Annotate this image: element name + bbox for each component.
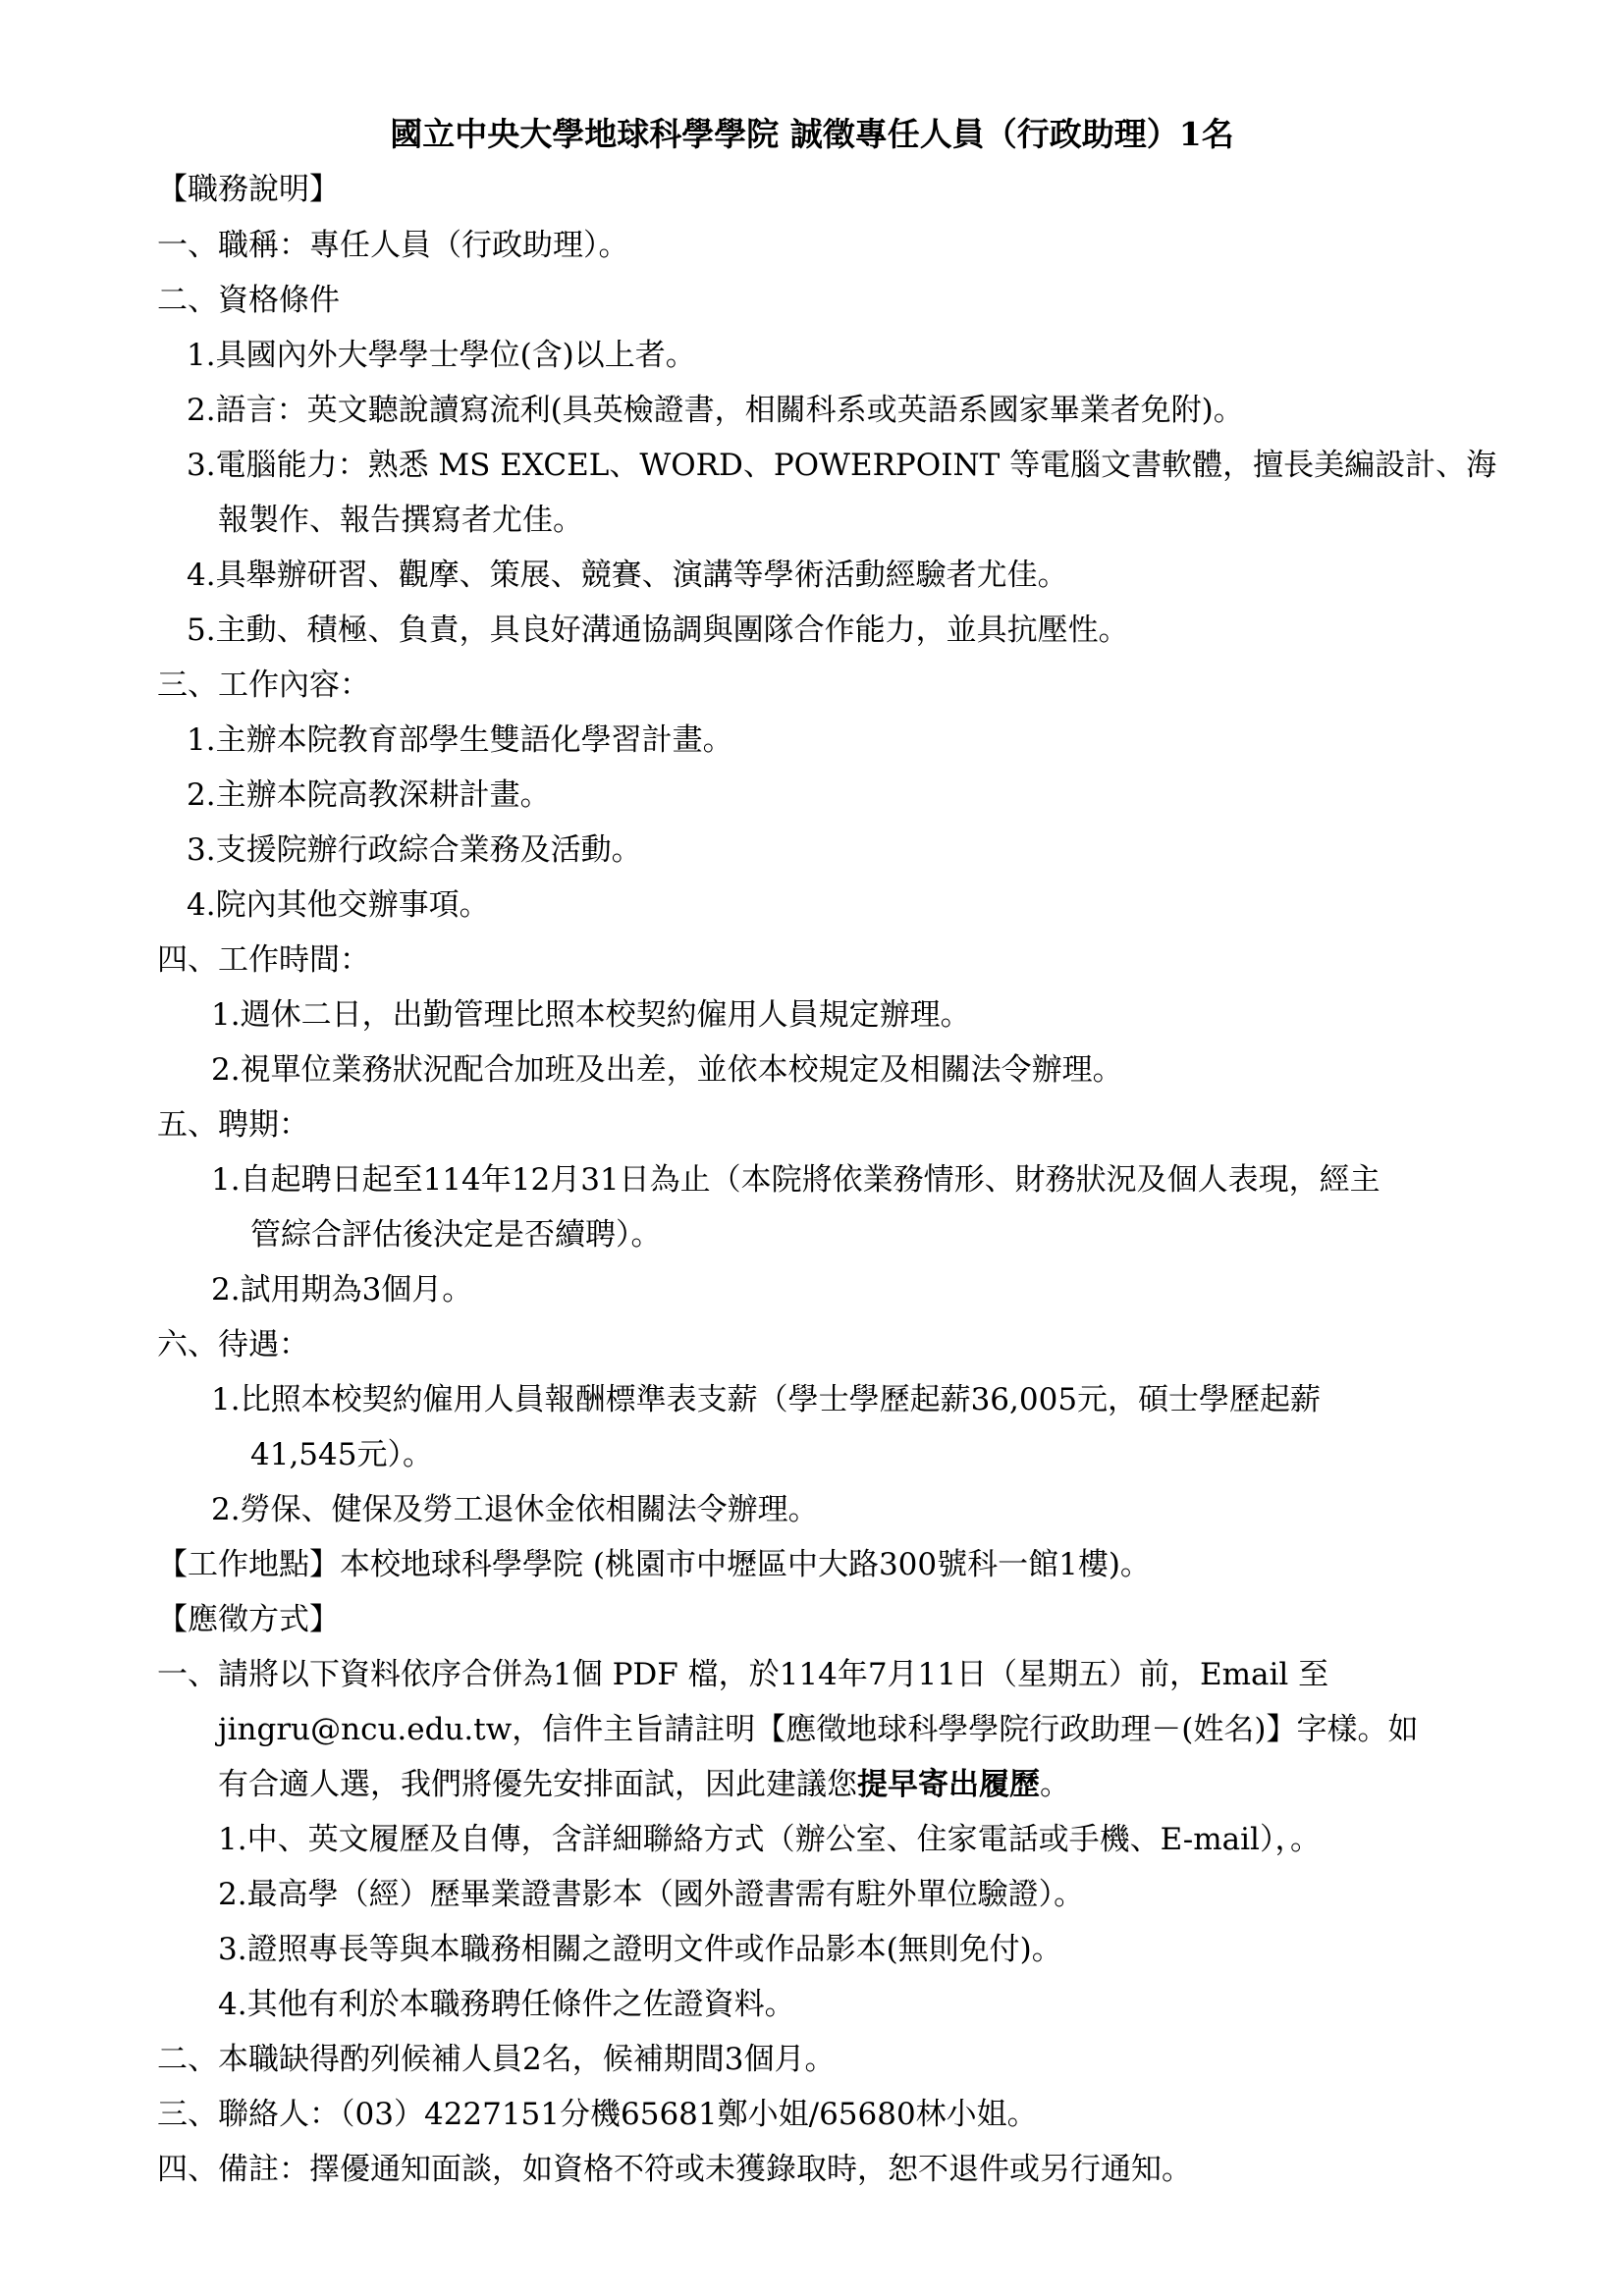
term-heading: 五、聘期： <box>157 1107 309 1143</box>
page-title: 國立中央大學地球科學學院 誠徵專任人員（行政助理）1名 <box>390 115 1234 153</box>
duty-item: 2.主辦本院高教深耕計畫。 <box>187 777 551 813</box>
salary-heading: 六、待遇： <box>157 1327 309 1362</box>
application-instruction-line <box>218 1760 1070 1809</box>
instruction-text: 。 <box>1040 1767 1070 1802</box>
qualification-item: 1.具國內外大學學士學位(含)以上者。 <box>187 338 696 373</box>
qualification-item: 5.主動、積極、負責，具良好溝通協調與團隊合作能力，並具抗壓性。 <box>187 613 1129 648</box>
term-item: 2.試用期為3個月。 <box>211 1272 473 1308</box>
job-description-header: 【職務說明】 <box>157 172 340 207</box>
waitlist-line: 二、本職缺得酌列候補人員2名，候補期間3個月。 <box>157 2042 836 2077</box>
duty-item: 3.支援院辦行政綜合業務及活動。 <box>187 832 642 868</box>
remarks-line: 四、備註：擇優通知面談，如資格不符或未獲錄取時，恕不退件或另行通知。 <box>157 2152 1192 2187</box>
application-document-item: 2.最高學（經）歷畢業證書影本（國外證書需有駐外單位驗證）。 <box>218 1877 1085 1912</box>
term-item: 1.自起聘日起至114年12月31日為止（本院將依業務情形、財務狀況及個人表現，經主 <box>211 1162 1380 1198</box>
duties-heading: 三、工作內容： <box>157 667 370 703</box>
application-instruction-line: 一、請將以下資料依序合併為1個 PDF 檔，於114年7月11日（星期五）前，Email 至 <box>157 1657 1329 1692</box>
application-document-item: 1.中、英文履歷及自傳，含詳細聯絡方式（辦公室、住家電話或手機、E-mail），。 <box>218 1822 1321 1857</box>
application-header: 【應徵方式】 <box>157 1602 340 1637</box>
contact-line: 三、聯絡人：（03）4227151分機65681鄭小姐/65680林小姐。 <box>157 2097 1038 2132</box>
term-item-continued: 管綜合評估後決定是否續聘）。 <box>250 1217 662 1253</box>
emphasis-text: 提早寄出履歷 <box>857 1767 1040 1802</box>
qualification-item-continued: 報製作、報告撰寫者尤佳。 <box>218 503 583 538</box>
instruction-text: 有合適人選，我們將優先安排面試，因此建議您 <box>218 1767 857 1802</box>
salary-item-continued: 41,545元）。 <box>250 1437 433 1472</box>
application-document-item: 3.證照專長等與本職務相關之證明文件或作品影本(無則免付)。 <box>218 1932 1062 1967</box>
work-location-line: 【工作地點】本校地球科學學院 (桃園市中壢區中大路300號科一館1樓)。 <box>157 1547 1151 1582</box>
qualification-item: 2.語言：英文聽說讀寫流利(具英檢證書，相關科系或英語系國家畢業者免附)。 <box>187 393 1244 428</box>
work-hours-item: 2.視單位業務狀況配合加班及出差，並依本校規定及相關法令辦理。 <box>211 1052 1123 1088</box>
salary-item: 1.比照本校契約僱用人員報酬標準表支薪（學士學歷起薪36,005元，碩士學歷起薪 <box>211 1382 1322 1417</box>
work-hours-item: 1.週休二日，出勤管理比照本校契約僱用人員規定辦理。 <box>211 997 971 1033</box>
duty-item: 1.主辦本院教育部學生雙語化學習計畫。 <box>187 722 733 758</box>
work-hours-heading: 四、工作時間： <box>157 942 370 978</box>
application-instruction-line: jingru@ncu.edu.tw，信件主旨請註明【應徵地球科學學院行政助理－(姓名)】字樣。如 <box>218 1712 1419 1747</box>
job-title-line: 一、職稱：專任人員（行政助理）。 <box>157 228 629 263</box>
salary-item: 2.勞保、健保及勞工退休金依相關法令辦理。 <box>211 1492 819 1527</box>
qualification-item: 3.電腦能力：熟悉 MS EXCEL、WORD、POWERPOINT 等電腦文書軟體，擅長美編設計、海 <box>187 448 1497 483</box>
application-document-item: 4.其他有利於本職務聘任條件之佐證資料。 <box>218 1987 795 2022</box>
qualifications-heading: 二、資格條件 <box>157 283 340 318</box>
qualification-item: 4.具舉辦研習、觀摩、策展、競賽、演講等學術活動經驗者尤佳。 <box>187 558 1068 593</box>
duty-item: 4.院內其他交辦事項。 <box>187 887 490 923</box>
